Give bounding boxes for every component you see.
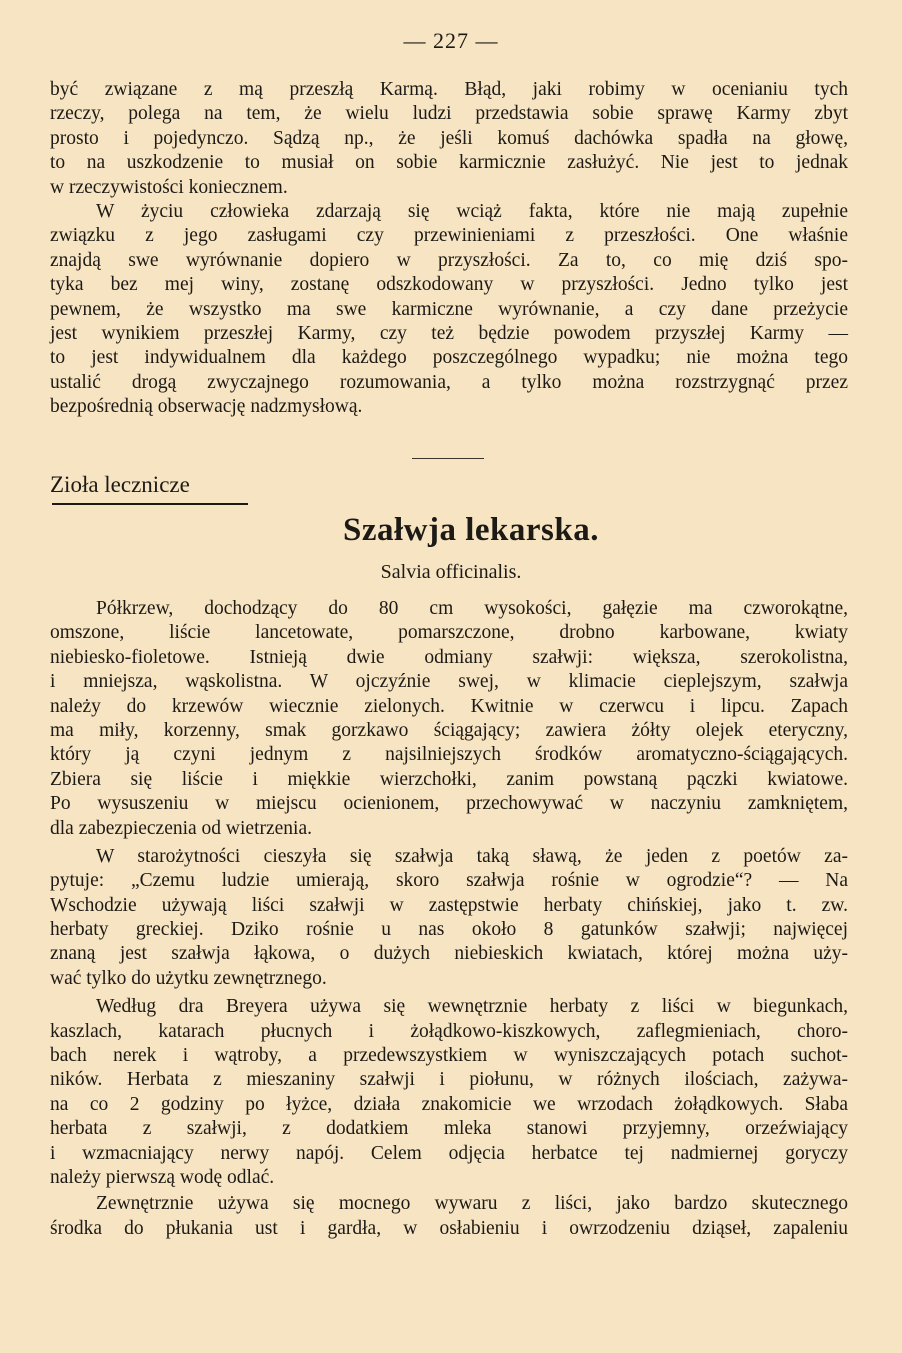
text-line: związku z jego zasługami czy przewinieniami z przeszłości. One właśnie bbox=[50, 225, 848, 247]
text-line: wać tylko do użytku zewnętrznego. bbox=[50, 967, 327, 989]
paragraph bbox=[50, 1192, 848, 1241]
text-line: znaną jest szałwja łąkowa, o dużych niebieskich kwiatach, której można uży- bbox=[50, 943, 848, 965]
text-line: rzeczy, polega na tem, że wielu ludzi przedstawia sobie sprawę Karmy zbyt bbox=[50, 103, 848, 125]
text-line: pewnem, że wszystko ma swe karmiczne wyrównanie, a czy dane przeżycie bbox=[50, 298, 848, 320]
text-line: W starożytności cieszyła się szałwja taką sławą, że jeden z poetów za- bbox=[96, 845, 848, 867]
text-line: to na uszkodzenie to musiał on sobie karmicznie zasłużyć. Nie jest to jednak bbox=[50, 152, 848, 174]
text-line: środka do płukania ust i gardła, w osłabieniu i owrzodzeniu dziąseł, zapaleniu bbox=[50, 1217, 848, 1239]
text-line: Zewnętrznie używa się mocnego wywaru z liści, jako bardzo skutecznego bbox=[96, 1193, 848, 1215]
paragraph bbox=[50, 845, 848, 991]
text-line: niebiesko-fioletowe. Istnieją dwie odmiany szałwji: większa, szerokolistna, bbox=[50, 646, 848, 668]
text-line: tyka bez mej winy, zostanę odszkodowany w przyszłości. Jedno tylko jest bbox=[50, 274, 848, 296]
text-line: należy do krzewów wiecznie zielonych. Kwitnie w czerwcu i lipcu. Zapach bbox=[50, 695, 848, 717]
text-line: ników. Herbata z mieszaniny szałwji i piołunu, w różnych ilościach, zażywa- bbox=[50, 1069, 848, 1091]
text-line: należy pierwszą wodę odlać. bbox=[50, 1166, 275, 1188]
paragraph bbox=[50, 78, 848, 200]
separator-rule bbox=[412, 458, 484, 459]
text-line: bezpośrednią obserwację nadzmysłową. bbox=[50, 396, 363, 418]
text-line: jest wynikiem przeszłej Karmy, czy też będzie powodem przyszłej Karmy — bbox=[50, 322, 848, 344]
text-line: w rzeczywistości koniecznem. bbox=[50, 176, 288, 198]
article-subtitle: Salvia officinalis. bbox=[380, 561, 522, 583]
text-line: prosto i pojedynczo. Sądzą np., że jeśli komuś dachówka spadła na głowę, bbox=[50, 127, 848, 149]
text-line: pytuje: „Czemu ludzie umierają, skoro szałwja rośnie w ogrodzie“? — Na bbox=[50, 870, 848, 892]
text-line: Po wysuszeniu w miejscu ocienionem, przechowywać w naczyniu zamkniętem, bbox=[50, 793, 848, 815]
paragraph bbox=[50, 597, 848, 841]
text-line: Według dra Breyera używa się wewnętrznie herbaty z liści w biegunkach, bbox=[96, 996, 848, 1018]
article-subtitle-wrap bbox=[0, 561, 902, 584]
text-line: Wschodzie używają liści szałwji w zastępstwie herbaty chińskiej, jako t. zw. bbox=[50, 894, 848, 916]
page-number: — 227 — bbox=[403, 28, 499, 53]
section-label: Zioła lecznicze bbox=[50, 472, 190, 497]
text-line: herbata z szałwji, z dodatkiem mleka stanowi przyjemny, orzeźwiający bbox=[50, 1118, 848, 1140]
text-line: herbaty greckiej. Dziko rośnie u nas około 8 gatunków szałwji; najwięcej bbox=[50, 919, 848, 941]
text-line: być związane z mą przeszłą Karmą. Błąd, jaki robimy w ocenianiu tych bbox=[50, 79, 848, 100]
text-line: i mniejsza, wąskolistna. W ojczyźnie swej, w klimacie cieplejszym, szałwja bbox=[50, 671, 848, 693]
text-line: omszone, liście lancetowate, pomarszczone, drobno karbowane, kwiaty bbox=[50, 622, 848, 644]
article-title: Szałwja lekarska. bbox=[343, 512, 599, 548]
text-line: bach nerek i wątroby, a przedewszystkiem w wyniszczających potach suchot- bbox=[50, 1045, 848, 1067]
text-line: znajdą swe wyrównanie dopiero w przyszłości. Za to, co mię dziś spo- bbox=[50, 249, 848, 271]
paragraph bbox=[50, 200, 848, 420]
section-underline bbox=[52, 503, 248, 505]
text-line: W życiu człowieka zdarzają się wciąż fakta, które nie mają zupełnie bbox=[96, 200, 848, 222]
text-line: który ją czyni jednym z najsilniejszych środków aromatyczno-ściągających. bbox=[50, 744, 848, 766]
text-line: na co 2 godziny po łyżce, działa znakomicie we wrzodach żołądkowych. Słaba bbox=[50, 1093, 848, 1115]
text-line: Półkrzew, dochodzący do 80 cm wysokości, gałęzie ma czworokątne, bbox=[96, 598, 848, 619]
article-title-wrap bbox=[0, 512, 902, 549]
article-body bbox=[50, 597, 848, 1241]
karma-text-block bbox=[50, 78, 848, 419]
text-line: kaszlach, katarach płucnych i żołądkowo-kiszkowych, zaflegmieniach, choro- bbox=[50, 1020, 848, 1042]
paragraph bbox=[50, 995, 848, 1190]
text-line: i wzmacniający nerwy napój. Celem odjęcia herbatce tej nadmiernej goryczy bbox=[50, 1142, 848, 1164]
text-line: ma miły, korzenny, smak gorzkawo ściągający; zawiera żółty olejek eteryczny, bbox=[50, 719, 848, 741]
text-line: dla zabezpieczenia od wietrzenia. bbox=[50, 817, 313, 839]
text-line: to jest indywidualnem dla każdego poszczególnego wypadku; nie można tego bbox=[50, 347, 848, 369]
text-line: ustalić drogą zwyczajnego rozumowania, a tylko można rozstrzygnąć przez bbox=[50, 371, 848, 393]
text-line: Zbiera się liście i miękkie wierzchołki, zanim powstaną pączki kwiatowe. bbox=[50, 768, 848, 790]
